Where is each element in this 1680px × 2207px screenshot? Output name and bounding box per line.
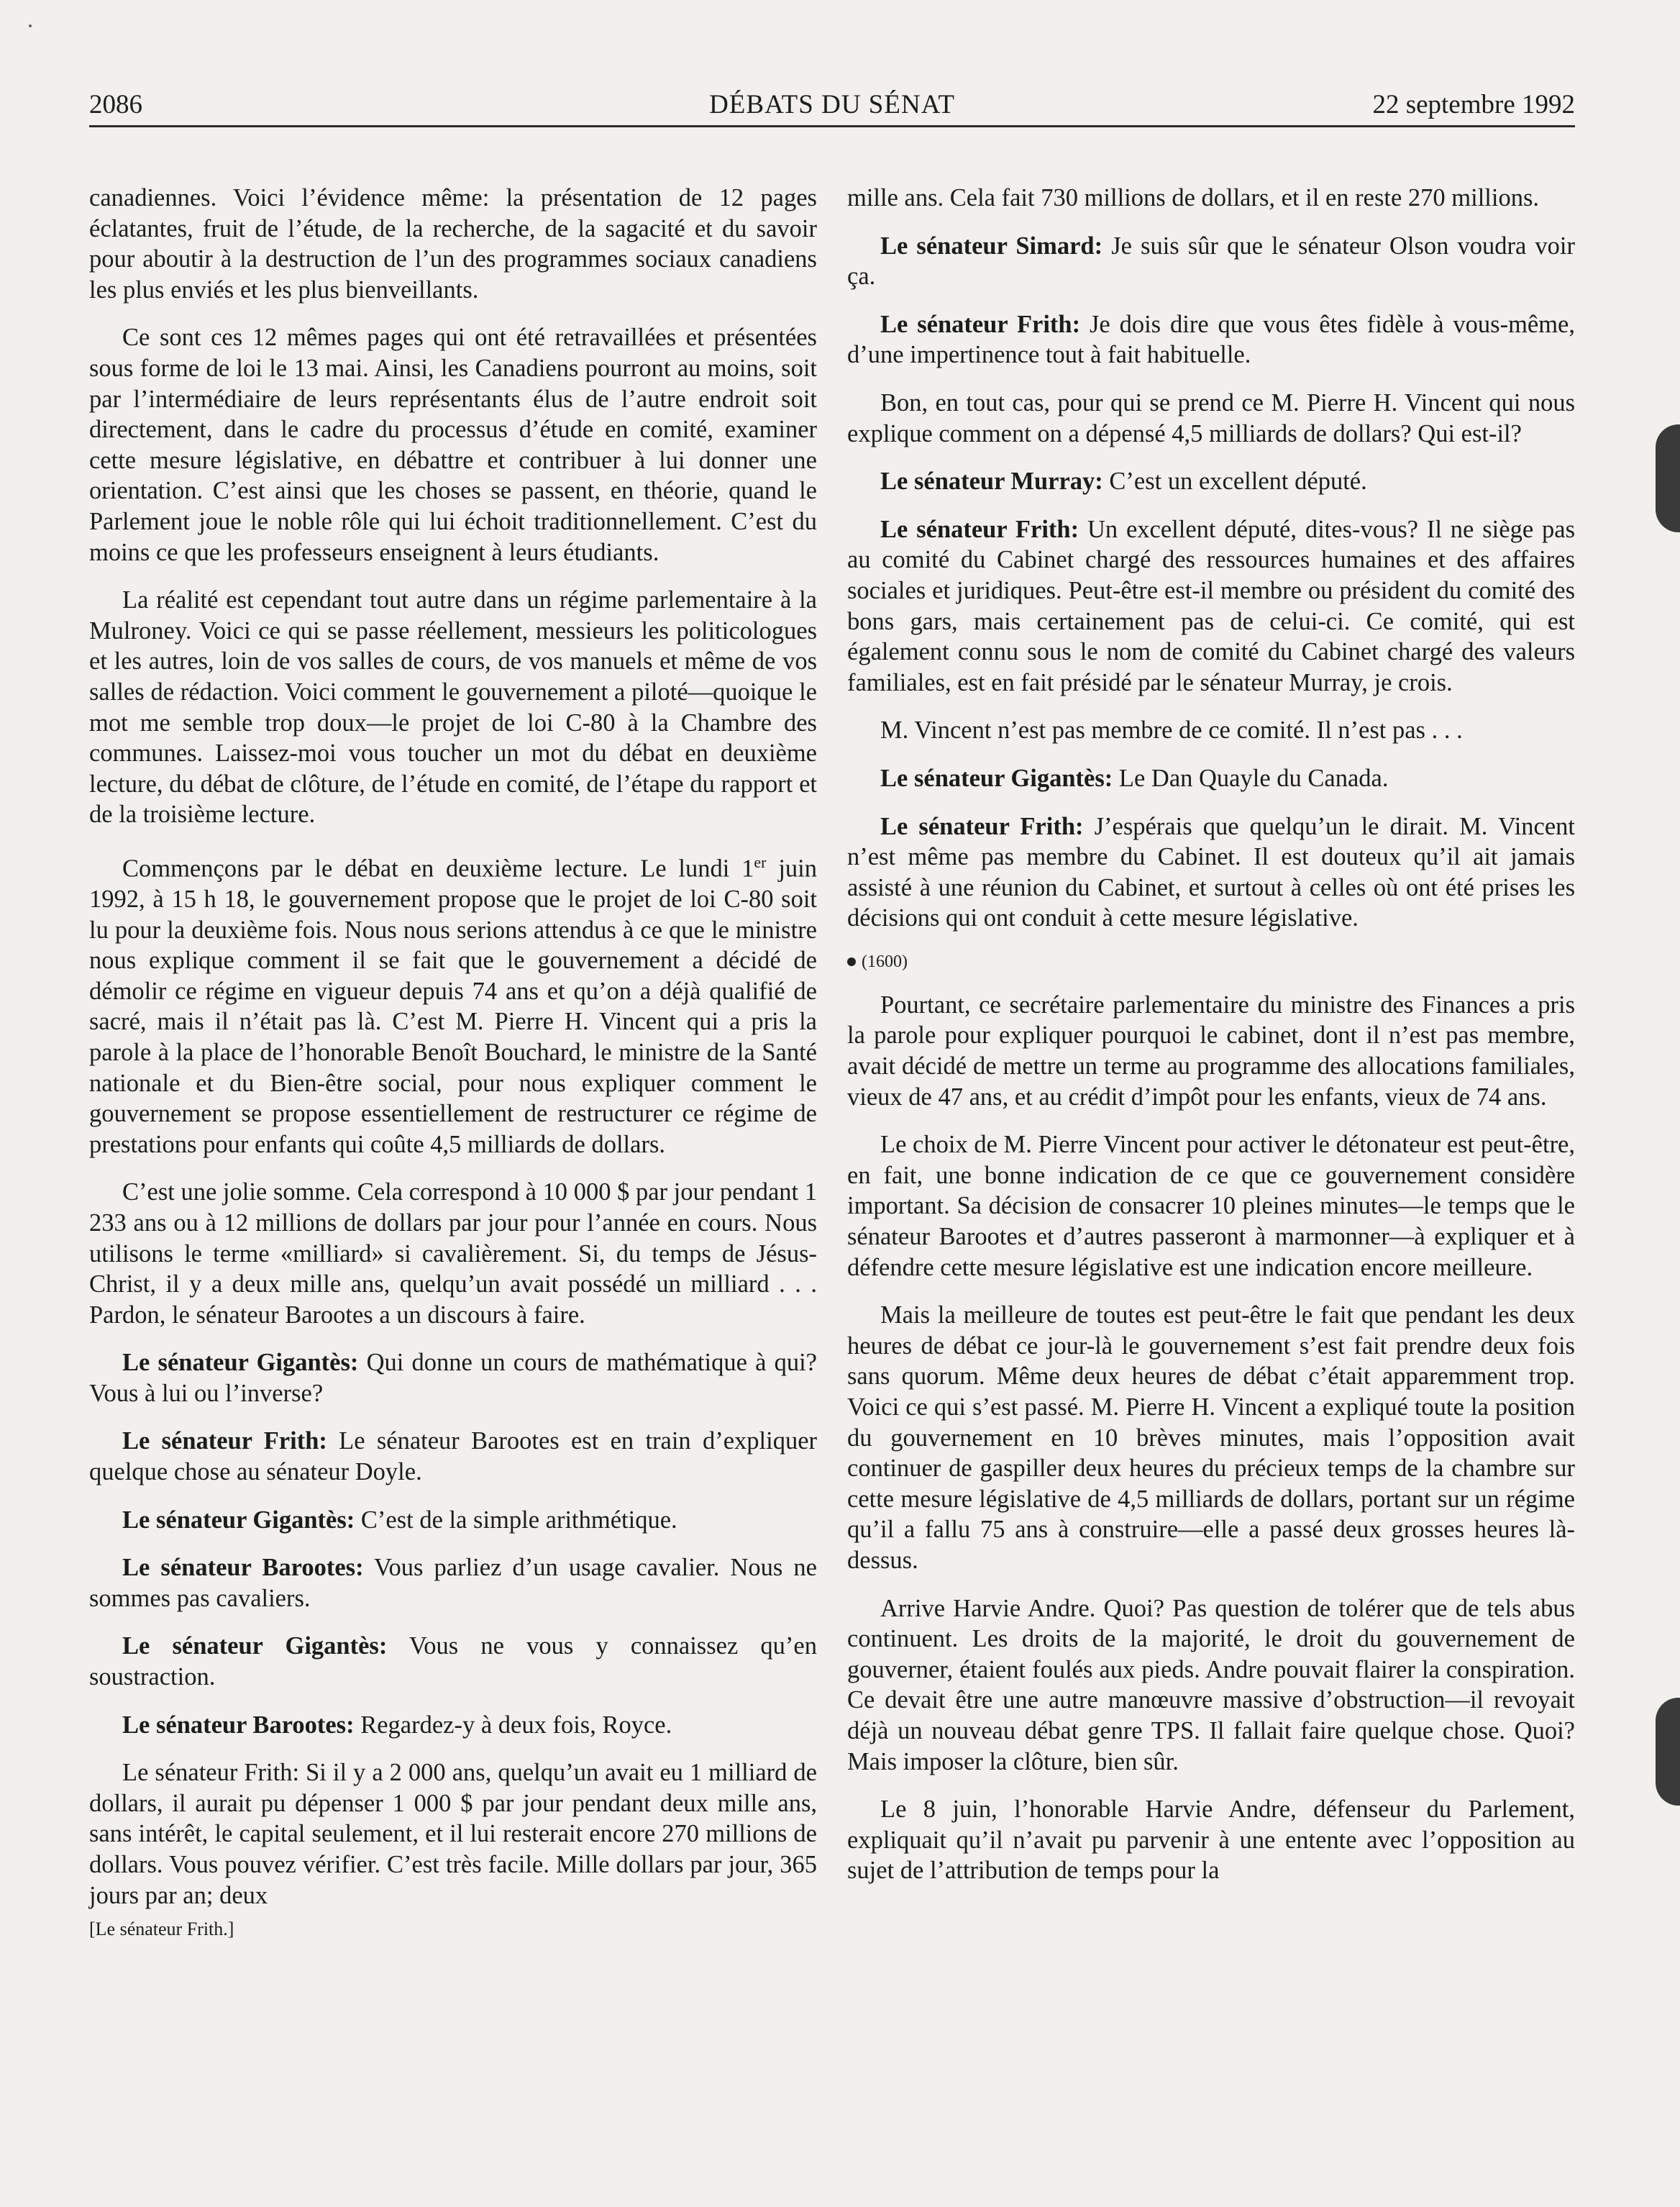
speaker-name: Le sénateur Gigantès: bbox=[122, 1349, 359, 1377]
paragraph: Le 8 juin, l’honorable Harvie Andre, défenseur du Parlement, expliquait qu’il n’avait pu parvenir à une entente avec l’opposition au sujet de l’attribution de temps pour la bbox=[847, 1796, 1575, 1885]
speech bbox=[89, 1631, 817, 1692]
speech-text: J’espérais que quelqu’un le dirait. M. Vincent n’est même pas membre du Cabinet. Il est douteux qu’il ait jamais assisté à une réunion du Cabinet, et surtout à celles où ont été prises les décisions qui ont conduit à cette mesure législative. bbox=[847, 812, 1575, 932]
speaker-name: Le sénateur Frith: bbox=[880, 515, 1079, 543]
publication-date: 22 septembre 1992 bbox=[1372, 90, 1575, 119]
paragraph-text: juin 1992, à 15 h 18, le gouvernement propose que le projet de loi C-80 soit lu pour la deuxième fois. Nous nous serions attendus à ce que le ministre nous explique comment il se fait que le gouvernement a décidé de démolir ce régime en vigueur depuis 74 ans et qu’on a déjà qualifié de sacré, mais il n’était pas là. C’est M. Pierre H. Vincent qui a pris la parole à la place de l’honorable Benoît Bouchard, le ministre de la Santé nationale et du Bien-être social, pour nous expliquer comment le gouvernement se propose essentiellement de restructurer ce régime de prestations pour enfants qui coûte 4,5 milliards de dollars. bbox=[89, 855, 817, 1158]
paragraph: Bon, en tout cas, pour qui se prend ce M. Pierre H. Vincent qui nous explique comment on a dépensé 4,5 milliards de dollars? Qui est-il? bbox=[847, 388, 1575, 447]
speech bbox=[89, 1710, 817, 1741]
speech-text: C’est un excellent député. bbox=[1102, 468, 1367, 496]
speech bbox=[847, 466, 1575, 497]
paragraph: canadiennes. Voici l’évidence même: la présentation de 12 pages éclatantes, fruit de l’étude, de la recherche, de la sagacité et du savoir pour aboutir à la destruction de l’un des programmes sociaux canadiens les plus enviés et les plus bienveillants. bbox=[89, 184, 817, 304]
paragraph-text: Commençons par le débat en deuxième lecture. Le lundi 1 bbox=[122, 855, 754, 883]
paragraph: Arrive Harvie Andre. Quoi? Pas question de tolérer que de tels abus continuent. Les droits de la majorité, le droit du gouvernement de gouverner, étaient foulés aux pieds. Andre pouvait flairer la conspiration. Ce devait être une autre manœuvre massive d’obstruction—il revoyait déjà un nouveau débat genre TPS. Il fallait faire quelque chose. Quoi? Mais imposer la clôture, bien sûr. bbox=[847, 1594, 1575, 1775]
paragraph: Le sénateur Frith: Si il y a 2 000 ans, quelqu’un avait eu 1 milliard de dollars, il aurait pu dépenser 1 000 $ par jour pendant deux mille ans, sans intérêt, le capital seulement, et il lui resterait encore 270 millions de dollars. Vous pouvez vérifier. C’est très facile. Mille dollars par jour, 365 jours par an; deux bbox=[89, 1759, 817, 1909]
paragraph: Le choix de M. Pierre Vincent pour activer le détonateur est peut-être, en fait, une bonne indication de ce que ce gouvernement considère important. Sa décision de consacrer 10 pleines minutes—le temps que le sénateur Barootes et d’autres passeront à marmonner—à expliquer et à défendre cette mesure législative est une indication encore meilleure. bbox=[847, 1131, 1575, 1281]
speech-text: Je suis sûr que le sénateur Olson voudra voir ça. bbox=[847, 232, 1575, 291]
speech-text: Le Dan Quayle du Canada. bbox=[1113, 764, 1389, 792]
speaker-name: Le sénateur Simard: bbox=[880, 232, 1103, 260]
speaker-name: Le sénateur Frith: bbox=[880, 812, 1084, 840]
left-column bbox=[89, 183, 817, 1958]
speech bbox=[847, 811, 1575, 934]
speech bbox=[847, 514, 1575, 698]
paragraph: M. Vincent n’est pas membre de ce comité. Il n’est pas . . . bbox=[880, 716, 1463, 745]
paragraph bbox=[89, 847, 817, 1160]
speech bbox=[847, 763, 1575, 794]
speaker-name: Le sénateur Gigantès: bbox=[122, 1632, 388, 1660]
binder-hole-icon bbox=[1656, 1698, 1680, 1806]
speech-text: Je dois dire que vous êtes fidèle à vous-même, d’une impertinence tout à fait habituelle. bbox=[847, 310, 1575, 369]
speech-text: Vous ne vous y connaissez qu’en soustraction. bbox=[89, 1632, 817, 1691]
paragraph: Ce sont ces 12 mêmes pages qui ont été retravaillées et présentées sous forme de loi le 13 mai. Ainsi, les Canadiens pourront au moins, soit par l’intermédiaire de leurs représentants élus de l’autre endroit soit directement, dans le cadre du processus d’étude en comité, examiner cette mesure législative, en débattre et contribuer à lui donner une orientation. C’est ainsi que les choses se passent, en théorie, quand le Parlement joue le noble rôle qui lui échoit traditionnellement. C’est du moins ce que les professeurs enseignent à leurs étudiants. bbox=[89, 324, 817, 566]
speaker-name: Le sénateur Murray: bbox=[880, 468, 1103, 496]
speech bbox=[847, 231, 1575, 292]
binder-hole-icon bbox=[1656, 424, 1680, 532]
speech-text: Qui donne un cours de mathématique à qui? Vous à lui ou l’inverse? bbox=[89, 1349, 817, 1407]
speech-text: Le sénateur Barootes est en train d’expliquer quelque chose au sénateur Doyle. bbox=[89, 1427, 817, 1486]
speaker-name: Le sénateur Barootes: bbox=[122, 1554, 364, 1582]
time-marker bbox=[847, 951, 1575, 973]
right-column bbox=[847, 183, 1575, 1903]
speech bbox=[89, 1426, 817, 1487]
paragraph: mille ans. Cela fait 730 millions de dollars, et il en reste 270 millions. bbox=[847, 184, 1540, 211]
time-marker-text: (1600) bbox=[862, 952, 908, 971]
speaker-name: Le sénateur Frith: bbox=[122, 1427, 327, 1455]
speaker-name: Le sénateur Frith: bbox=[880, 310, 1081, 338]
speaker-name: Le sénateur Barootes: bbox=[122, 1711, 355, 1739]
speech bbox=[89, 1347, 817, 1409]
speech bbox=[89, 1505, 817, 1536]
bullet-icon bbox=[847, 957, 856, 966]
page-number: 2086 bbox=[89, 90, 142, 119]
speaker-footnote: [Le sénateur Frith.] bbox=[89, 1919, 234, 1940]
paragraph: Mais la meilleure de toutes est peut-être le fait que pendant les deux heures de débat ce jour-là le gouvernement s’est fait prendre deux fois sans quorum. Même deux heures de débat c’était apparemment trop. Voici ce qui s’est passé. M. Pierre H. Vincent a expliqué toute la position du gouvernement en 10 brèves minutes, mais l’opposition avait continuer de gaspiller deux heures du précieux temps de la chambre sur cette mesure législative de 4,5 milliards de dollars, portant sur un régime qu’il a fallu 75 ans à construire—elle a passé deux grosses heures là-dessus. bbox=[847, 1301, 1575, 1574]
paragraph: La réalité est cependant tout autre dans un régime parlementaire à la Mulroney. Voici ce qui se passe réellement, messieurs les politicologues et les autres, loin de vos salles de cours, de vos manuels et même de vos salles de rédaction. Voici comment le gouvernement a piloté—quoique le mot me semble trop doux—le projet de loi C-80 à la Chambre des communes. Laissez-moi vous toucher un mot du débat en deuxième lecture, du débat de clôture, de l’étude en comité, de l’étape du rapport et de la troisième lecture. bbox=[89, 586, 817, 829]
page-header bbox=[89, 85, 1575, 127]
publication-title: DÉBATS DU SÉNAT bbox=[709, 90, 955, 119]
paragraph: Pourtant, ce secrétaire parlementaire du ministre des Finances a pris la parole pour expliquer pourquoi le cabinet, dont il n’est pas membre, avait décidé de mettre un terme au programme des allocations familiales, vieux de 47 ans, et au crédit d’impôt pour les enfants, vieux de 74 ans. bbox=[847, 991, 1575, 1111]
scan-speck bbox=[29, 24, 32, 27]
ordinal-suffix: er bbox=[754, 852, 767, 871]
speech-text: C’est de la simple arithmétique. bbox=[355, 1506, 677, 1534]
speech-text: Un excellent député, dites-vous? Il ne siège pas au comité du Cabinet chargé des ressources humaines et des affaires sociales et juridiques. Peut-être est-il membre ou président du comité des bons gars, mais certainement pas de celui-ci. Ce comité, qui est également connu sous le nom de comité du Cabinet chargé des valeurs familiales, est en fait présidé par le sénateur Murray, je crois. bbox=[847, 515, 1575, 696]
speaker-name: Le sénateur Gigantès: bbox=[880, 764, 1113, 792]
paragraph: C’est une jolie somme. Cela correspond à 10 000 $ par jour pendant 1 233 ans ou à 12 millions de dollars par jour pour l’année en cours. Nous utilisons le terme «milliard» si cavalièrement. Si, du temps de Jésus-Christ, il y a deux mille ans, quelqu’un avait possédé un milliard . . . Pardon, le sénateur Barootes a un discours à faire. bbox=[89, 1178, 817, 1329]
speaker-name: Le sénateur Gigantès: bbox=[122, 1506, 355, 1534]
speech bbox=[89, 1552, 817, 1614]
speech bbox=[847, 309, 1575, 370]
speech-text: Vous parliez d’un usage cavalier. Nous ne sommes pas cavaliers. bbox=[89, 1554, 817, 1612]
speech-text: Regardez-y à deux fois, Royce. bbox=[354, 1711, 672, 1739]
